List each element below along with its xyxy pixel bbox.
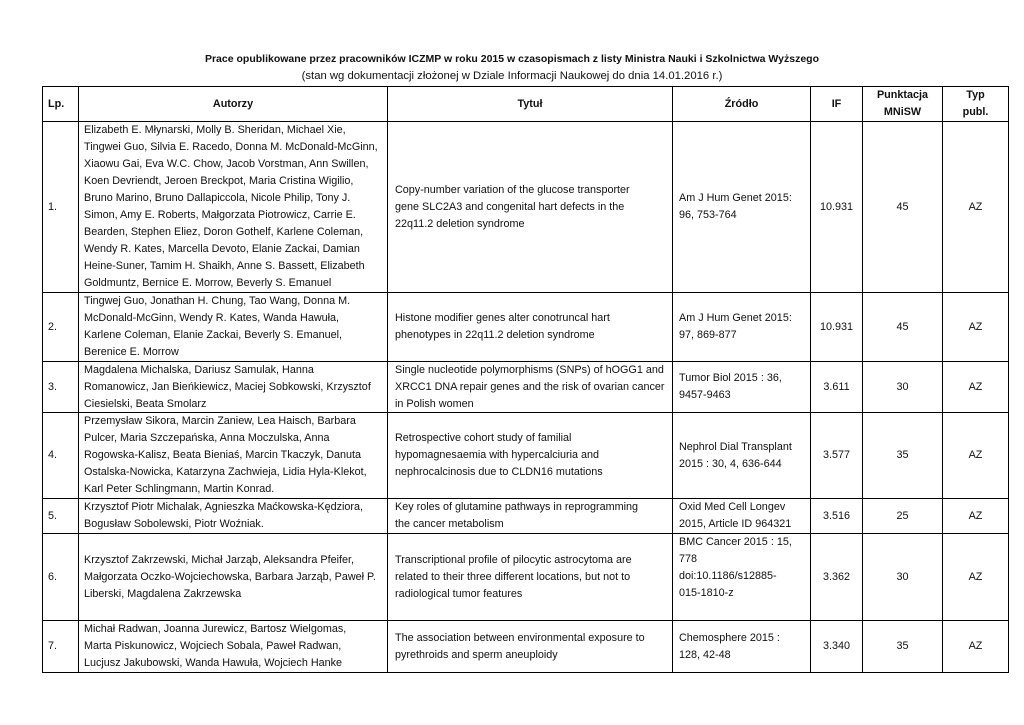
authors-line: Pulcer, Maria Szczepańska, Anna Moczulska, Anna: [84, 432, 330, 444]
lp-value: 7.: [48, 640, 58, 652]
row-1-if-cell: [811, 122, 863, 293]
authors-line: Goldmuntz, Bernice E. Morrow, Beverly S. Emanuel: [84, 277, 332, 289]
row-4-lp-cell: [43, 413, 79, 499]
row-7-authors-cell: [79, 621, 388, 673]
header-lp: Lp.: [48, 97, 65, 110]
authors-line: Małgorzata Oczko-Wojciechowska, Barbara Jarząb, Paweł P.: [84, 570, 376, 583]
lp-value: 4.: [48, 449, 58, 461]
header-authors: Autorzy: [212, 97, 254, 110]
row-5-points-cell: [863, 499, 943, 534]
source-line: 2015 : 30, 4, 636-644: [679, 457, 782, 470]
header-points-line: Punktacja: [876, 89, 928, 101]
authors-line: Liberski, Magdalena Zakrzewska: [84, 587, 242, 600]
row-5-lp-cell: [43, 499, 79, 534]
authors-line: Elizabeth E. Młynarski, Molly B. Sheridan, Michael Xie,: [84, 124, 346, 136]
source-line: Oxid Med Cell Longev: [679, 501, 786, 513]
if-value: 3.577: [822, 449, 851, 461]
row-2-lp-cell: [43, 293, 79, 362]
authors-line: Przemysław Sikora, Marcin Zaniew, Lea Haisch, Barbara: [84, 415, 356, 427]
source-line: 015-1810-z: [679, 587, 734, 599]
row-3-points-cell: [863, 362, 943, 413]
type-value: AZ: [968, 640, 983, 652]
title-line: gene SLC2A3 and congenital hart defects in the: [395, 200, 625, 213]
authors-line: Marta Piskunowicz, Wojciech Sobala, Paweł Radwan,: [84, 640, 342, 652]
row-5-source-cell: [673, 499, 811, 534]
row-6-title-cell: [388, 534, 673, 621]
row-2-source-cell: [673, 293, 811, 362]
row-1-title-cell: [388, 122, 673, 293]
header-title-cell: [388, 87, 673, 122]
row-3-title-cell: [388, 362, 673, 413]
if-value: 3.362: [822, 570, 851, 583]
authors-line: Krzysztof Piotr Michalak, Agnieszka Maćkowska-Kędziora,: [84, 501, 364, 513]
lp-value: 6.: [48, 570, 58, 583]
title-line: Histone modifier genes alter conotruncal hart: [395, 312, 610, 324]
row-2-points-cell: [863, 293, 943, 362]
row-6-authors-cell: [79, 534, 388, 621]
source-line: 96, 753-764: [679, 209, 737, 221]
authors-line: Tingwei Guo, Silvia E. Racedo, Donna M. McDonald-McGinn,: [84, 141, 378, 153]
header-points-cell: [863, 87, 943, 122]
title-line: in Polish women: [395, 397, 474, 410]
source-line: 778: [679, 553, 698, 565]
type-value: AZ: [968, 449, 983, 461]
authors-line: Krzysztof Zakrzewski, Michał Jarząb, Aleksandra Pfeifer,: [84, 553, 355, 566]
points-value: 35: [896, 449, 909, 461]
title-line: phenotypes in 22q11.2 deletion syndrome: [395, 329, 595, 341]
source-line: 128, 42-48: [679, 648, 731, 661]
document-title: Prace opublikowane przez pracowników ICZMP w roku 2015 w czasopismach z listy Ministra Nauki i Szkolnictwa Wyższego: [204, 53, 820, 65]
row-7-title-cell: [388, 621, 673, 673]
authors-line: Karl Peter Schlingmann, Martin Konrad.: [84, 483, 275, 495]
header-type-line: Typ: [966, 89, 985, 101]
authors-line: Wendy R. Kates, Marcella Devoto, Elanie Zackai, Damian: [84, 243, 360, 255]
type-value: AZ: [968, 320, 983, 333]
authors-line: Xiaowu Gai, Eva W.C. Chow, Jacob Vorstman, Ann Swillen,: [84, 158, 369, 170]
if-value: 3.611: [823, 380, 850, 393]
points-value: 45: [896, 200, 909, 213]
header-type-cell: [943, 87, 1009, 122]
source-line: Am J Hum Genet 2015:: [679, 312, 792, 324]
authors-line: Koen Devriendt, Jeroen Breckpot, Maria Cristina Wigilio,: [84, 175, 354, 187]
row-7-source-cell: [673, 621, 811, 673]
row-1-authors-cell: [79, 122, 388, 293]
authors-line: Romanowicz, Jan Bieńkiewicz, Maciej Sobkowski, Krzysztof: [84, 380, 371, 393]
row-6-lp-cell: [43, 534, 79, 621]
type-value: AZ: [968, 509, 983, 522]
authors-line: Magdalena Michalska, Dariusz Samulak, Hanna: [84, 363, 314, 376]
source-line: Am J Hum Genet 2015:: [679, 192, 792, 204]
row-4-points-cell: [863, 413, 943, 499]
row-7-if-cell: [811, 621, 863, 673]
row-5-type-cell: [943, 499, 1009, 534]
row-3-source-cell: [673, 362, 811, 413]
row-3-lp-cell: [43, 362, 79, 413]
title-line: Key roles of glutamine pathways in reprogramming: [395, 501, 639, 513]
row-1-points-cell: [863, 122, 943, 293]
header-type-line: publ.: [962, 106, 989, 118]
row-4-if-cell: [811, 413, 863, 499]
source-line: 9457-9463: [679, 389, 731, 401]
authors-line: Bearden, Stephen Eliez, Doron Gothelf, Karlene Coleman,: [84, 226, 364, 238]
row-3-type-cell: [943, 362, 1009, 413]
source-line: doi:10.1186/s12885-: [679, 570, 777, 582]
row-7-type-cell: [943, 621, 1009, 673]
row-2-if-cell: [811, 293, 863, 362]
if-value: 3.516: [822, 509, 851, 522]
authors-line: McDonald-McGinn, Wendy R. Kates, Wanda Hawuła,: [84, 312, 340, 324]
row-2-title-cell: [388, 293, 673, 362]
title-line: related to their three different locations, but not to: [395, 570, 631, 583]
authors-line: Ciesielski, Beata Smolarz: [84, 397, 207, 410]
title-line: radiological tumor features: [395, 587, 523, 600]
points-value: 30: [896, 570, 909, 583]
header-authors-cell: [79, 87, 388, 122]
type-value: AZ: [968, 570, 983, 583]
document-subtitle: (stan wg dokumentacji złożonej w Dziale Informacji Naukowej do dnia 14.01.2016 r.): [301, 70, 723, 82]
row-4-source-cell: [673, 413, 811, 499]
authors-line: Tingwej Guo, Jonathan H. Chung, Tao Wang, Donna M.: [84, 295, 351, 307]
source-line: 2015, Article ID 964321: [679, 518, 792, 530]
source-line: BMC Cancer 2015 : 15,: [679, 536, 792, 548]
row-2-authors-cell: [79, 293, 388, 362]
title-line: Single nucleotide polymorphisms (SNPs) of hOGG1 and: [395, 363, 664, 376]
lp-value: 3.: [48, 380, 58, 393]
row-4-authors-cell: [79, 413, 388, 499]
title-line: the cancer metabolism: [395, 518, 504, 530]
authors-line: Ostalska-Nowicka, Katarzyna Zachwieja, Lidia Hyla-Klekot,: [84, 466, 367, 478]
title-line: 22q11.2 deletion syndrome: [395, 217, 525, 230]
header-lp-cell: [43, 87, 79, 122]
header-title: Tytuł: [517, 97, 543, 110]
header-if: IF: [831, 97, 842, 110]
row-4-title-cell: [388, 413, 673, 499]
lp-value: 2.: [48, 320, 58, 333]
lp-value: 5.: [48, 509, 58, 522]
lp-value: 1.: [48, 200, 58, 213]
source-line: Tumor Biol 2015 : 36,: [679, 372, 782, 384]
source-line: 97, 869-877: [679, 329, 737, 341]
header-source: Źródło: [724, 97, 759, 110]
row-1-type-cell: [943, 122, 1009, 293]
title-line: hypomagnesaemia with hypercalciuria and: [395, 449, 600, 461]
title-line: Transcriptional profile of pilocytic astrocytoma are: [395, 553, 632, 566]
row-3-if-cell: [811, 362, 863, 413]
row-6-points-cell: [863, 534, 943, 621]
if-value: 3.340: [822, 640, 851, 652]
source-line: Chemosphere 2015 :: [679, 631, 780, 644]
row-2-type-cell: [943, 293, 1009, 362]
row-6-if-cell: [811, 534, 863, 621]
source-line: Nephrol Dial Transplant: [679, 440, 792, 453]
title-line: nephrocalcinosis due to CLDN16 mutations: [395, 466, 603, 478]
authors-line: Berenice E. Morrow: [84, 346, 179, 358]
row-7-lp-cell: [43, 621, 79, 673]
authors-line: Michał Radwan, Joanna Jurewicz, Bartosz Wielgomas,: [84, 623, 347, 635]
title-line: pyrethroids and sperm aneuploidy: [395, 648, 558, 661]
header-points-line: MNiSW: [883, 106, 922, 118]
points-value: 30: [896, 380, 909, 393]
authors-line: Lucjusz Jakubowski, Wanda Hawuła, Wojciech Hanke: [84, 657, 343, 669]
points-value: 35: [896, 640, 909, 652]
row-6-source-cell: [673, 534, 811, 621]
title-line: The association between environmental exposure to: [395, 631, 645, 644]
row-6-type-cell: [943, 534, 1009, 621]
authors-line: Heine-Suner, Tamim H. Shaikh, Anne S. Bassett, Elizabeth: [84, 260, 365, 272]
authors-line: Karlene Coleman, Elanie Zackai, Beverly S. Emanuel,: [84, 329, 343, 341]
row-1-lp-cell: [43, 122, 79, 293]
title-line: XRCC1 DNA repair genes and the risk of ovarian cancer: [395, 380, 665, 393]
row-7-points-cell: [863, 621, 943, 673]
type-value: AZ: [968, 200, 983, 213]
authors-line: Bogusław Sobolewski, Piotr Woźniak.: [84, 518, 264, 530]
if-value: 10.931: [819, 320, 854, 333]
type-value: AZ: [968, 380, 983, 393]
row-5-authors-cell: [79, 499, 388, 534]
if-value: 10.931: [819, 200, 854, 213]
row-3-authors-cell: [79, 362, 388, 413]
row-5-if-cell: [811, 499, 863, 534]
authors-line: Bruno Marino, Bruno Dallapiccola, Nicole Philip, Tony J.: [84, 192, 351, 204]
header-if-cell: [811, 87, 863, 122]
title-line: Copy-number variation of the glucose transporter: [395, 183, 630, 196]
authors-line: Simon, Amy E. Roberts, Małgorzata Piotrowicz, Carrie E.: [84, 209, 356, 221]
header-source-cell: [673, 87, 811, 122]
row-1-source-cell: [673, 122, 811, 293]
title-line: Retrospective cohort study of familial: [395, 432, 572, 444]
publications-table: [42, 86, 1009, 673]
points-value: 45: [896, 320, 909, 333]
points-value: 25: [896, 509, 909, 522]
row-5-title-cell: [388, 499, 673, 534]
row-4-type-cell: [943, 413, 1009, 499]
authors-line: Rogowska-Kalisz, Beata Bieniaś, Marcin Tkaczyk, Danuta: [84, 449, 362, 461]
